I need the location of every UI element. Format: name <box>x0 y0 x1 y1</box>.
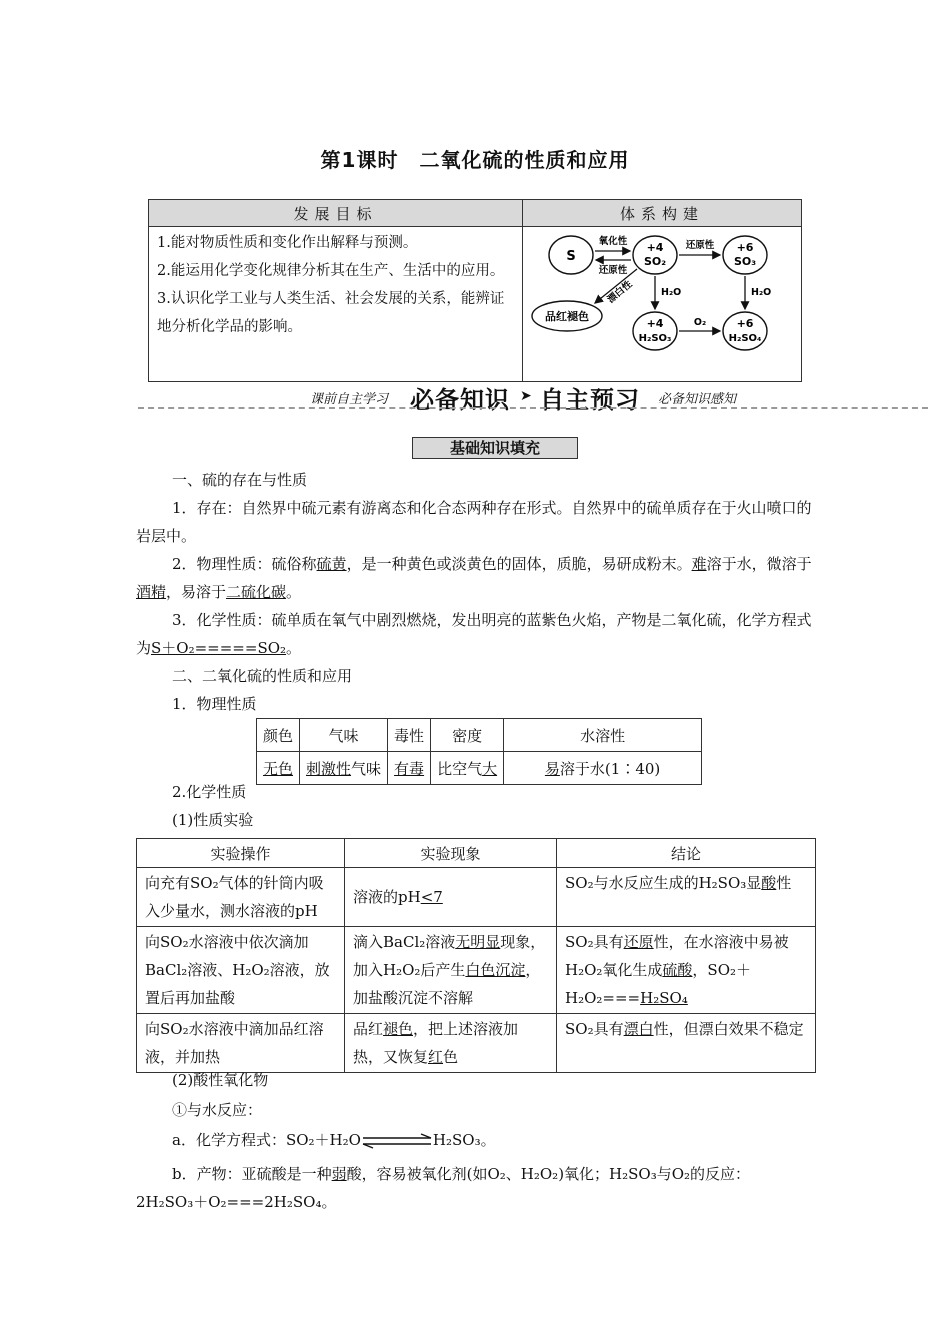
goal-item: 1.能对物质性质和变化作出解释与预测。 <box>157 235 418 251</box>
svg-text:还原性: 还原性 <box>598 265 628 276</box>
water-heading: ①与水反应： <box>172 1101 263 1119</box>
phys-header: 颜色 <box>257 719 300 752</box>
phys-header: 气味 <box>300 719 388 752</box>
banner-main-1: 必备知识 <box>410 386 510 414</box>
phys-tox: 有毒 <box>388 752 431 785</box>
goal-item: 2.能运用化学变化规律分析其在生产、生活中的应用。 <box>157 263 505 279</box>
banner-right: 必备知识感知 <box>658 392 737 407</box>
arrow-icon: ➤ <box>520 388 532 404</box>
svg-text:H₂O: H₂O <box>661 287 682 298</box>
svg-text:+6: +6 <box>736 317 754 330</box>
phys-heading: 1．物理性质 <box>172 695 257 713</box>
phys-smell: 刺激性气味 <box>300 752 388 785</box>
exp-conclusion: SO₂与水反应生成的H₂SO₃显酸性 <box>557 868 816 927</box>
svg-text:品红褪色: 品红褪色 <box>545 310 589 323</box>
exp-header: 实验操作 <box>137 839 345 868</box>
para-1: 1．存在：自然界中硫元素有游离态和化合态两种存在形式。自然界中的硫单质存在于火山喷口的岩层中。 <box>136 499 812 545</box>
exp-heading: (1)性质实验 <box>172 811 254 829</box>
exp-phenomenon: 滴入BaCl₂溶液无明显现象，加入H₂O₂后产生白色沉淀，加盐酸沉淀不溶解 <box>345 927 557 1014</box>
exp-op: 向SO₂水溶液中依次滴加BaCl₂溶液、H₂O₂溶液，放置后再加盐酸 <box>137 927 345 1014</box>
svg-text:SO₃: SO₃ <box>733 255 757 268</box>
exp-table <box>136 838 816 1073</box>
phys-header: 密度 <box>431 719 504 752</box>
svg-text:+4: +4 <box>646 241 664 254</box>
goal-item: 3.认识化学工业与人类生活、社会发展的关系，能辨证地分析化学品的影响。 <box>157 291 505 335</box>
svg-text:SO₂: SO₂ <box>643 255 667 268</box>
svg-text:O₂: O₂ <box>693 317 707 328</box>
banner-left: 课前自主学习 <box>310 392 389 407</box>
goals-list <box>149 227 523 382</box>
phys-sol: 易溶于水(1∶40) <box>504 752 702 785</box>
dashed-divider <box>138 407 928 409</box>
sulfur-diagram <box>523 227 801 371</box>
para-b: b．产物：亚硫酸是一种弱酸，容易被氧化剂(如O₂、H₂O₂)氧化；H₂SO₃与O₂的反应： <box>172 1165 751 1183</box>
goals-table <box>148 199 802 382</box>
phys-dens: 比空气大 <box>431 752 504 785</box>
svg-text:H₂O: H₂O <box>751 287 772 298</box>
s1-heading: 一、硫的存在与性质 <box>172 471 308 489</box>
chem-heading: 2.化学性质 <box>172 783 247 801</box>
page-title: 第1课时 二氧化硫的性质和应用 <box>320 148 630 172</box>
acid-heading: (2)酸性氧化物 <box>172 1071 269 1089</box>
exp-phenomenon: 品红褪色，把上述溶液加热，又恢复红色 <box>345 1014 557 1073</box>
table-row <box>137 868 816 927</box>
para-b-eq: 2H₂SO₃＋O₂===2H₂SO₄。 <box>136 1193 337 1211</box>
banner-main-2: 自主预习 <box>540 386 640 414</box>
s2-heading: 二、二氧化硫的性质和应用 <box>172 667 353 685</box>
equilibrium-arrow-icon <box>361 1133 433 1149</box>
exp-header: 结论 <box>557 839 816 868</box>
exp-op: 向充有SO₂气体的针筒内吸入少量水，测水溶液的pH <box>137 868 345 927</box>
para-3: 3．化学性质：硫单质在氧气中剧烈燃烧，发出明亮的蓝紫色火焰，产物是二氧化硫，化学方程式为S＋O₂=====SO₂。 <box>136 611 812 657</box>
svg-text:还原性: 还原性 <box>685 240 715 251</box>
exp-conclusion: SO₂具有漂白性，但漂白效果不稳定 <box>557 1014 816 1073</box>
diagram-header: 体系构建 <box>523 200 802 227</box>
table-row <box>137 1014 816 1073</box>
exp-header: 实验现象 <box>345 839 557 868</box>
eq-a: a．化学方程式：SO₂＋H₂O H₂SO₃。 <box>172 1131 496 1149</box>
exp-op: 向SO₂水溶液中滴加品红溶液，并加热 <box>137 1014 345 1073</box>
svg-text:氧化性: 氧化性 <box>598 236 628 247</box>
section-box: 基础知识填充 <box>412 437 578 459</box>
svg-text:H₂SO₃: H₂SO₃ <box>638 333 672 344</box>
phys-header: 水溶性 <box>504 719 702 752</box>
goals-header: 发展目标 <box>149 200 523 227</box>
phys-header: 毒性 <box>388 719 431 752</box>
exp-conclusion: SO₂具有还原性，在水溶液中易被H₂O₂氧化生成硫酸，SO₂＋H₂O₂===H₂SO₄ <box>557 927 816 1014</box>
table-row <box>137 927 816 1014</box>
exp-phenomenon: 溶液的pH<7 <box>345 868 557 927</box>
system-diagram <box>523 227 802 382</box>
phys-color: 无色 <box>257 752 300 785</box>
svg-text:漂白性: 漂白性 <box>605 278 635 306</box>
para-2: 2．物理性质：硫俗称硫黄，是一种黄色或淡黄色的固体，质脆，易研成粉末。难溶于水，微溶于酒精，易溶于二硫化碳。 <box>136 555 812 601</box>
svg-text:H₂SO₄: H₂SO₄ <box>728 333 762 344</box>
svg-text:+6: +6 <box>736 241 754 254</box>
svg-text:+4: +4 <box>646 317 664 330</box>
svg-text:S: S <box>566 249 576 264</box>
phys-table <box>256 718 702 785</box>
